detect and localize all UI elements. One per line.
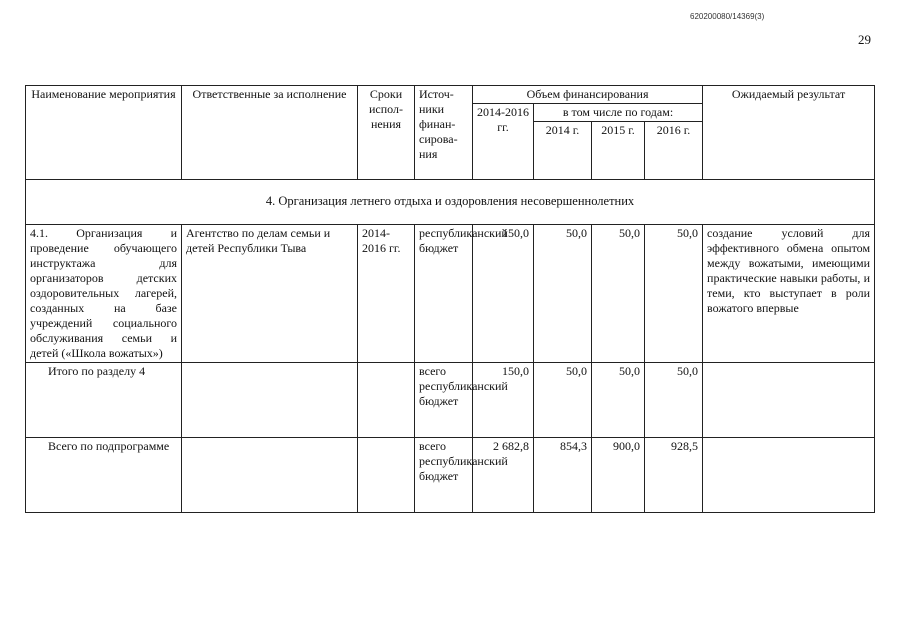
row-y2015: 900,0 (592, 438, 645, 513)
row-result (703, 363, 875, 438)
header-y2014: 2014 г. (534, 122, 592, 180)
page-number: 29 (858, 32, 871, 47)
row-result: создание условий для эффективного обмена опытом между вожатыми, имеющими практические навыки работы, и теми, кто выступает в роли вожатого впервые (703, 225, 875, 363)
row-responsible (182, 363, 358, 438)
header-by-years: в том числе по годам: (534, 104, 703, 122)
row-y2015: 50,0 (592, 363, 645, 438)
row-y2014: 50,0 (534, 225, 592, 363)
header-responsible: Ответственные за исполнение (182, 86, 358, 180)
header-result: Ожидаемый результат (703, 86, 875, 180)
row-name: Итого по разделу 4 (26, 363, 182, 438)
row-responsible (182, 438, 358, 513)
row-y2015: 50,0 (592, 225, 645, 363)
row-source: всего республиканский бюджет (415, 363, 473, 438)
document-code: 620200080/14369(3) (690, 12, 765, 21)
row-terms: 2014-2016 гг. (358, 225, 415, 363)
table-row (26, 225, 875, 363)
row-source: всего республиканский бюджет (415, 438, 473, 513)
section-row (26, 180, 875, 225)
table-row (26, 438, 875, 513)
row-total: 150,0 (473, 363, 534, 438)
header-name: Наименование мероприятия (26, 86, 182, 180)
row-y2014: 50,0 (534, 363, 592, 438)
row-responsible: Агентство по делам семьи и детей Республики Тыва (182, 225, 358, 363)
row-terms (358, 363, 415, 438)
financing-table (25, 85, 875, 513)
header-y2016: 2016 г. (645, 122, 703, 180)
row-y2016: 50,0 (645, 363, 703, 438)
section-title: 4. Организация летнего отдыха и оздоровления несовершеннолетних (26, 180, 875, 225)
row-name: 4.1. Организация и проведение обучающего инструктажа для организаторов детских оздоровительных лагерей, созданных на базе учреждений социального обслуживания семьи и детей («Школа вожатых») (26, 225, 182, 363)
row-source: республиканский бюджет (415, 225, 473, 363)
row-total: 2 682,8 (473, 438, 534, 513)
table-row (26, 363, 875, 438)
row-y2016: 50,0 (645, 225, 703, 363)
row-total: 150,0 (473, 225, 534, 363)
header-total-period: 2014-2016 гг. (473, 104, 534, 180)
row-y2014: 854,3 (534, 438, 592, 513)
header-volume: Объем финансирования (473, 86, 703, 104)
row-result (703, 438, 875, 513)
row-y2016: 928,5 (645, 438, 703, 513)
header-row-1 (26, 86, 875, 104)
row-name: Всего по подпрограмме (26, 438, 182, 513)
header-y2015: 2015 г. (592, 122, 645, 180)
header-terms: Сроки испол-нения (358, 86, 415, 180)
header-sources: Источ-ники финан-сирова-ния (415, 86, 473, 180)
row-terms (358, 438, 415, 513)
